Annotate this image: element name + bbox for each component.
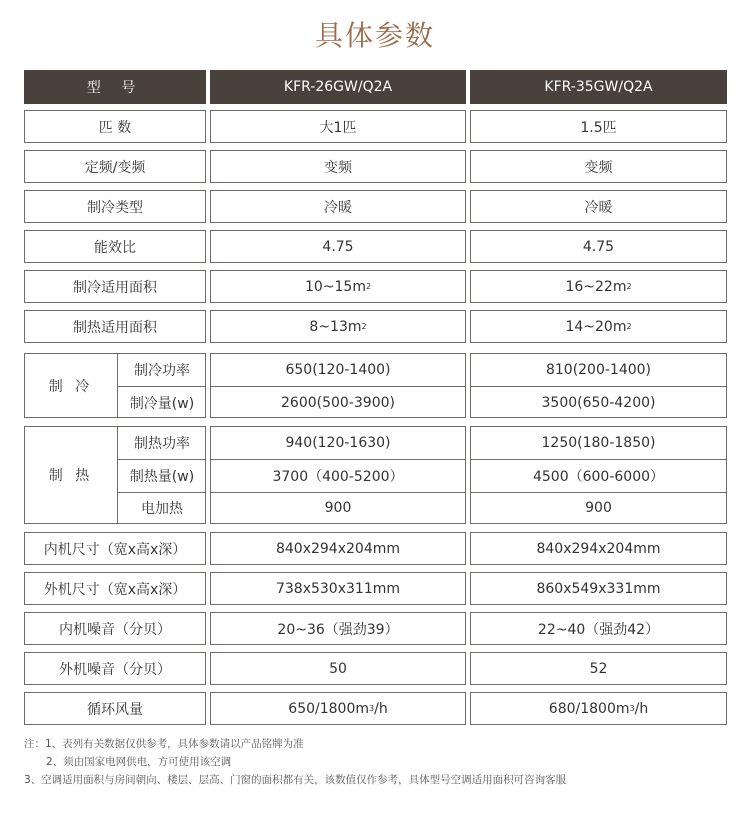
row-label (24, 270, 206, 303)
row-value-b-text: 840x294x204mm (536, 540, 661, 557)
row-value-b-text: 22~40（强劲42） (537, 621, 660, 638)
row-label (24, 150, 206, 183)
cooling-value-b-text: 3500(650-4200) (541, 394, 656, 411)
cooling-sub-label-text: 制冷功率 (134, 363, 190, 379)
cooling-sub-label (118, 354, 206, 386)
row-value-b (470, 190, 727, 223)
row-value-b: 14~20m 2 (470, 310, 727, 343)
row-value-a (210, 110, 466, 143)
heating-sub-label (118, 459, 206, 492)
row-label-text: 制冷适用面积 (73, 279, 157, 296)
cooling-value-a (211, 354, 465, 386)
heating-values-b (470, 426, 727, 524)
heating-value-b (471, 459, 726, 492)
cooling-value-b-text: 810(200-1400) (545, 362, 652, 378)
header-model-a-text: KFR-26GW/Q2A (283, 79, 393, 95)
row-value-b-text: 860x549x331mm (536, 580, 661, 597)
heating-value-b-text: 900 (585, 500, 612, 516)
heating-value-a-text: 940(120-1630) (285, 435, 391, 451)
note-line: 2、须由国家电网供电，方可使用该空调 (46, 756, 232, 768)
row-value-b-text: 1.5匹 (580, 119, 617, 136)
row-value-b-tail: /h (634, 700, 649, 717)
row-value-a (210, 572, 466, 605)
row-value-a (210, 652, 466, 685)
row-value-b (470, 230, 727, 263)
row-label (24, 230, 206, 263)
header-model-label-text: 型 号 (86, 80, 144, 96)
row-value-a-text: 大1匹 (319, 119, 357, 136)
cooling-value-b (471, 354, 726, 386)
row-label (24, 572, 206, 605)
row-value-a (210, 150, 466, 183)
row-value-b-text: 52 (589, 660, 608, 677)
row-value-a-text: 10~15m (304, 278, 366, 295)
heating-group-label: 制 热 (48, 468, 94, 484)
header-model-a (210, 70, 466, 104)
row-value-b-text: 680/1800m (548, 700, 630, 717)
row-label-text: 定频/变频 (84, 159, 146, 176)
row-value-a (210, 190, 466, 223)
heating-values-a (210, 426, 466, 524)
heating-value-a (211, 427, 465, 459)
heating-value-a (211, 459, 465, 492)
row-value-b (470, 652, 727, 685)
row-label-text: 制冷类型 (87, 199, 143, 216)
row-value-a-text: 50 (329, 660, 347, 677)
heating-label-group (24, 426, 206, 524)
row-value-b (470, 532, 727, 565)
cooling-sub-label-text: 制冷量(w) (129, 395, 195, 412)
cooling-values-a (210, 353, 466, 418)
row-label-text: 内机尺寸（宽x高x深） (43, 541, 187, 558)
row-value-a: 10~15m 2 (210, 270, 466, 303)
cooling-value-a-text: 2600(500-3900) (281, 394, 395, 411)
heating-sub-label-text: 制热功率 (134, 436, 190, 452)
heating-value-a (211, 492, 465, 523)
row-value-a-text: 变频 (324, 159, 352, 176)
row-value-a (210, 230, 466, 263)
row-value-a-text: 738x530x311mm (275, 580, 400, 597)
note-line: 3、空调适用面积与房间朝向、楼层、层高、门窗的面积都有关，该数值仅作参考，具体型号空调适用面积可咨询客服 (24, 774, 567, 786)
row-value-b-text: 16~22m (565, 278, 627, 295)
row-value-b (470, 572, 727, 605)
row-value-a: 8~13m 2 (210, 310, 466, 343)
row-value-b-text: 4.75 (582, 238, 615, 255)
heating-value-a-text: 3700（400-5200） (272, 469, 404, 485)
row-value-b (470, 150, 727, 183)
cooling-value-a-text: 650(120-1400) (285, 362, 391, 378)
heating-sub-label-text: 电加热 (141, 501, 183, 517)
row-label-text: 匹 数 (98, 119, 132, 136)
row-value-b (470, 110, 727, 143)
row-label-text: 内机噪音（分贝） (59, 621, 171, 638)
page-title: 具体参数 (314, 19, 435, 52)
header-model-b (470, 70, 727, 104)
row-value-b: 680/1800m 3 /h (470, 692, 727, 725)
row-label-text: 外机噪音（分贝） (59, 661, 171, 678)
heating-sub-label (118, 427, 206, 459)
cooling-group-label: 制 冷 (48, 378, 94, 395)
cooling-value-a (211, 386, 465, 418)
row-label (24, 652, 206, 685)
heating-value-b-text: 1250(180-1850) (541, 435, 656, 451)
row-value-a: 650/1800m 3 /h (210, 692, 466, 725)
heating-value-b-text: 4500（600-6000） (532, 469, 665, 485)
row-value-a-text: 840x294x204mm (275, 540, 400, 557)
notes (24, 735, 734, 789)
row-value-a-text: 650/1800m (288, 700, 370, 717)
row-label (24, 310, 206, 343)
row-value-a-text: 20~36（强劲39） (277, 621, 399, 638)
cooling-sub-label (118, 386, 206, 418)
row-value-b-text: 变频 (584, 159, 613, 176)
row-value-b: 16~22m 2 (470, 270, 727, 303)
note-line: 注：1、表列有关数据仅供参考，具体参数请以产品铭牌为准 (24, 738, 304, 750)
row-label-text: 循环风量 (87, 701, 143, 718)
heating-sub-label (118, 492, 206, 523)
heating-value-b (471, 427, 726, 459)
cooling-label-group (24, 353, 206, 418)
row-label (24, 110, 206, 143)
cooling-value-b (471, 386, 726, 418)
row-value-a (210, 532, 466, 565)
header-model-label (24, 70, 206, 104)
row-label (24, 190, 206, 223)
row-value-b (470, 612, 727, 645)
row-value-a-tail: /h (374, 700, 388, 717)
heating-sub-label-text: 制热量(w) (129, 469, 195, 485)
row-value-a-text: 8~13m (309, 318, 362, 335)
header-model-b-text: KFR-35GW/Q2A (544, 79, 653, 95)
row-label-text: 制热适用面积 (73, 319, 157, 336)
row-label (24, 612, 206, 645)
row-label-text: 外机尺寸（宽x高x深） (43, 581, 187, 598)
row-label-text: 能效比 (94, 239, 136, 256)
heating-value-b (471, 492, 726, 523)
row-value-a (210, 612, 466, 645)
cooling-values-b (470, 353, 727, 418)
heating-value-a-text: 900 (324, 500, 352, 516)
row-value-a-text: 冷暖 (324, 199, 352, 216)
row-value-a-text: 4.75 (322, 238, 354, 255)
row-value-b-text: 14~20m (565, 318, 627, 335)
row-label (24, 532, 206, 565)
row-value-b-text: 冷暖 (584, 199, 613, 216)
row-label (24, 692, 206, 725)
